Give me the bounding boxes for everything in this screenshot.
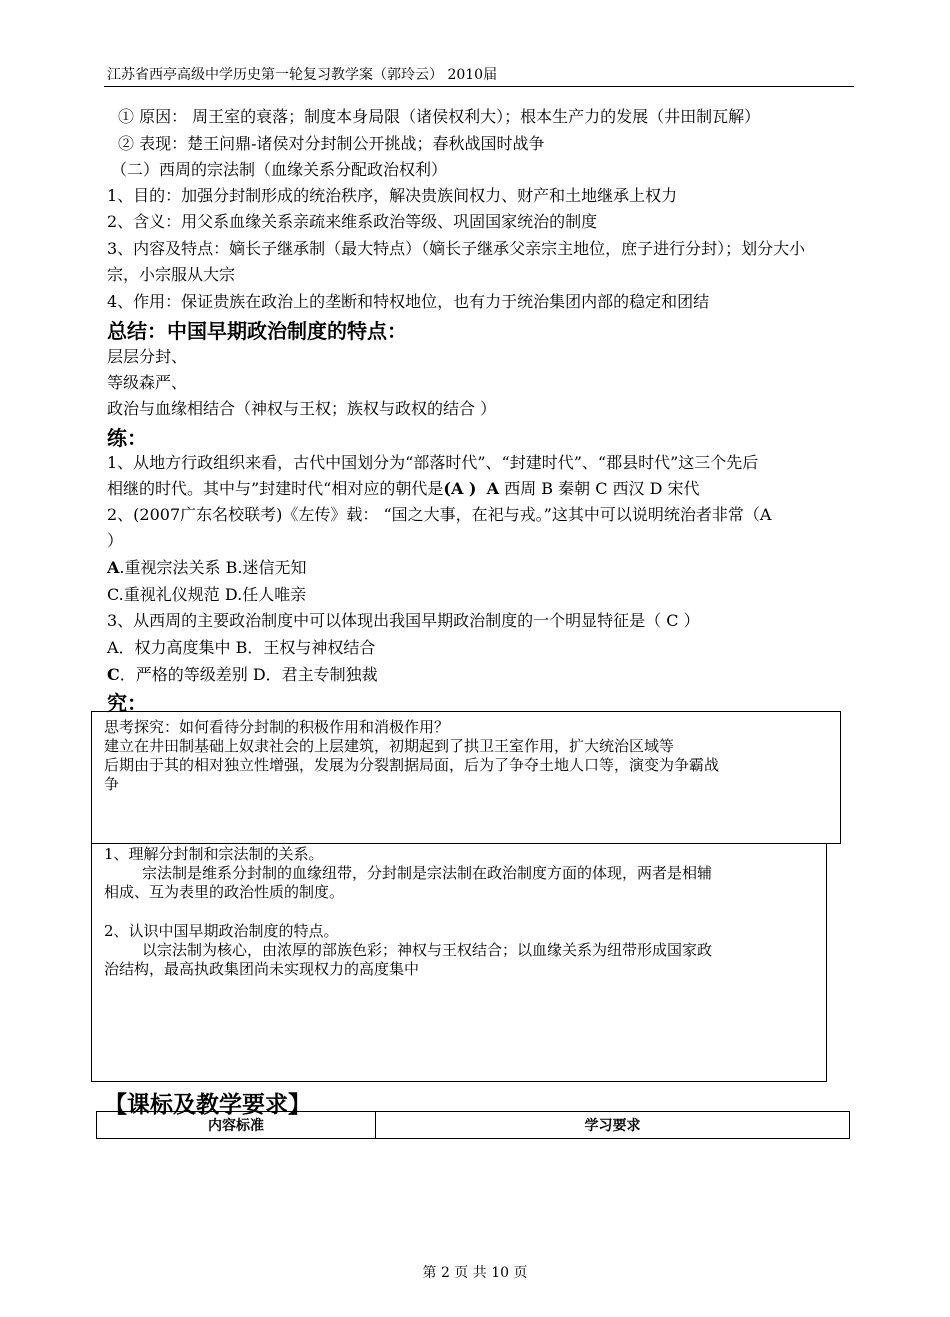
summary-point-1: 层层分封、 (107, 347, 188, 366)
zongfa-item-4: 4、作用：保证贵族在政治上的垄断和特权地位，也有力于统治集团内部的稳定和团结 (107, 292, 710, 311)
q1-answer: (A ) (443, 479, 477, 498)
header-rule (104, 86, 854, 87)
q2-options-ab (107, 555, 306, 578)
research-box-1 (91, 711, 841, 844)
features-line-2: 治结构，最高执政集团尚未实现权力的高度集中 (104, 960, 420, 978)
relation-line-1: 宗法制是维系分封制的血缘纽带，分封制是宗法制在政治制度方面的体现，两者是相辅 (142, 864, 713, 882)
q1-options: 西周 B 秦朝 C 西汉 D 宋代 (504, 479, 700, 498)
fenfeng-manifest: ② 表现：楚王问鼎-诸侯对分封制公开挑战；春秋战国时战争 (118, 134, 545, 153)
q3-line: 3、从西周的主要政治制度中可以体现出我国早期政治制度的一个明显特征是（ C ） (107, 611, 700, 630)
page-header: 江苏省西亭高级中学历史第一轮复习教学案（郭玲云） 2010届 (107, 67, 498, 83)
q3-options-ab: A．权力高度集中 B．王权与神权结合 (107, 638, 376, 657)
summary-point-2: 等级森严、 (107, 373, 188, 392)
q3-option-c-letter: C (107, 665, 120, 684)
q1-line-2 (107, 476, 700, 499)
summary-heading: 总结：中国早期政治制度的特点： (107, 319, 407, 343)
q2-options-cd: C.重视礼仪规范 D.任人唯亲 (107, 585, 307, 604)
features-line-1: 以宗法制为核心，由浓厚的部族色彩；神权与王权结合；以血缘关系为纽带形成国家政 (142, 941, 713, 959)
zongfa-title: （二）西周的宗法制（血缘关系分配政治权利） (111, 160, 448, 179)
summary-point-3: 政治与血缘相结合（神权与王权；族权与政权的结合 ） (107, 399, 497, 418)
q2-line-2: ） (107, 531, 124, 550)
standards-table (96, 1111, 850, 1139)
research-box-2 (91, 843, 827, 1082)
zongfa-item-3: 3、内容及特点：嫡长子继承制（最大特点）（嫡长子继承父亲宗主地位，庶子进行分封）；划分大小 (107, 239, 806, 258)
research-answer-line-3: 争 (104, 775, 120, 793)
zongfa-item-1: 1、目的：加强分封制形成的统治秩序，解决贵族间权力、财产和土地继承上权力 (107, 186, 678, 205)
standards-col-content: 内容标准 (97, 1112, 376, 1139)
standards-heading: 【课标及教学要求】 (104, 1092, 311, 1118)
standards-col-requirements: 学习要求 (376, 1112, 850, 1139)
q2-option-a-letter: A (107, 558, 120, 577)
relation-title: 1、理解分封制和宗法制的关系。 (104, 845, 324, 863)
q3-options-cd (107, 662, 378, 685)
q1-stem: 相继的时代。其中与”封建时代“相对应的朝代是 (107, 479, 444, 498)
research-answer-line-1: 建立在井田制基础上奴隶社会的上层建筑，初期起到了拱卫王室作用，扩大统治区域等 (104, 737, 675, 755)
practice-heading: 练： (107, 426, 147, 450)
q2-options-ab-text: .重视宗法关系 B.迷信无知 (119, 558, 307, 577)
zongfa-item-2: 2、含义：用父系血缘关系亲疏来维系政治等级、巩固国家统治的制度 (107, 212, 598, 231)
features-title: 2、认识中国早期政治制度的特点。 (104, 922, 339, 940)
research-answer-line-2: 后期由于其的相对独立性增强，发展为分裂割据局面，后为了争夺土地人口等，演变为争霸战 (104, 756, 720, 774)
fenfeng-reason: ① 原因： 周王室的衰落；制度本身局限（诸侯权利大）；根本生产力的发展（井田制瓦解） (118, 107, 761, 126)
q2-line-1: 2、(2007广东名校联考)《左传》载： “国之大事，在祀与戎。”这其中可以说明统治者非常（A (107, 505, 772, 524)
page-number: 第 2 页 共 10 页 (422, 1265, 528, 1281)
q3-options-cd-text: ．严格的等级差别 D．君主专制独裁 (119, 665, 378, 684)
zongfa-item-3-cont: 宗，小宗服从大宗 (107, 265, 236, 284)
q1-line-1: 1、从地方行政组织来看，古代中国划分为“部落时代”、“封建时代”、“郡县时代”这三个先后 (107, 453, 759, 472)
research-heading: 究： (107, 691, 147, 715)
relation-line-2: 相成、互为表里的政治性质的制度。 (104, 883, 345, 901)
q1-option-a-letter: A (486, 479, 500, 498)
research-question: 思考探究：如何看待分封制的积极作用和消极作用？ (104, 718, 450, 736)
